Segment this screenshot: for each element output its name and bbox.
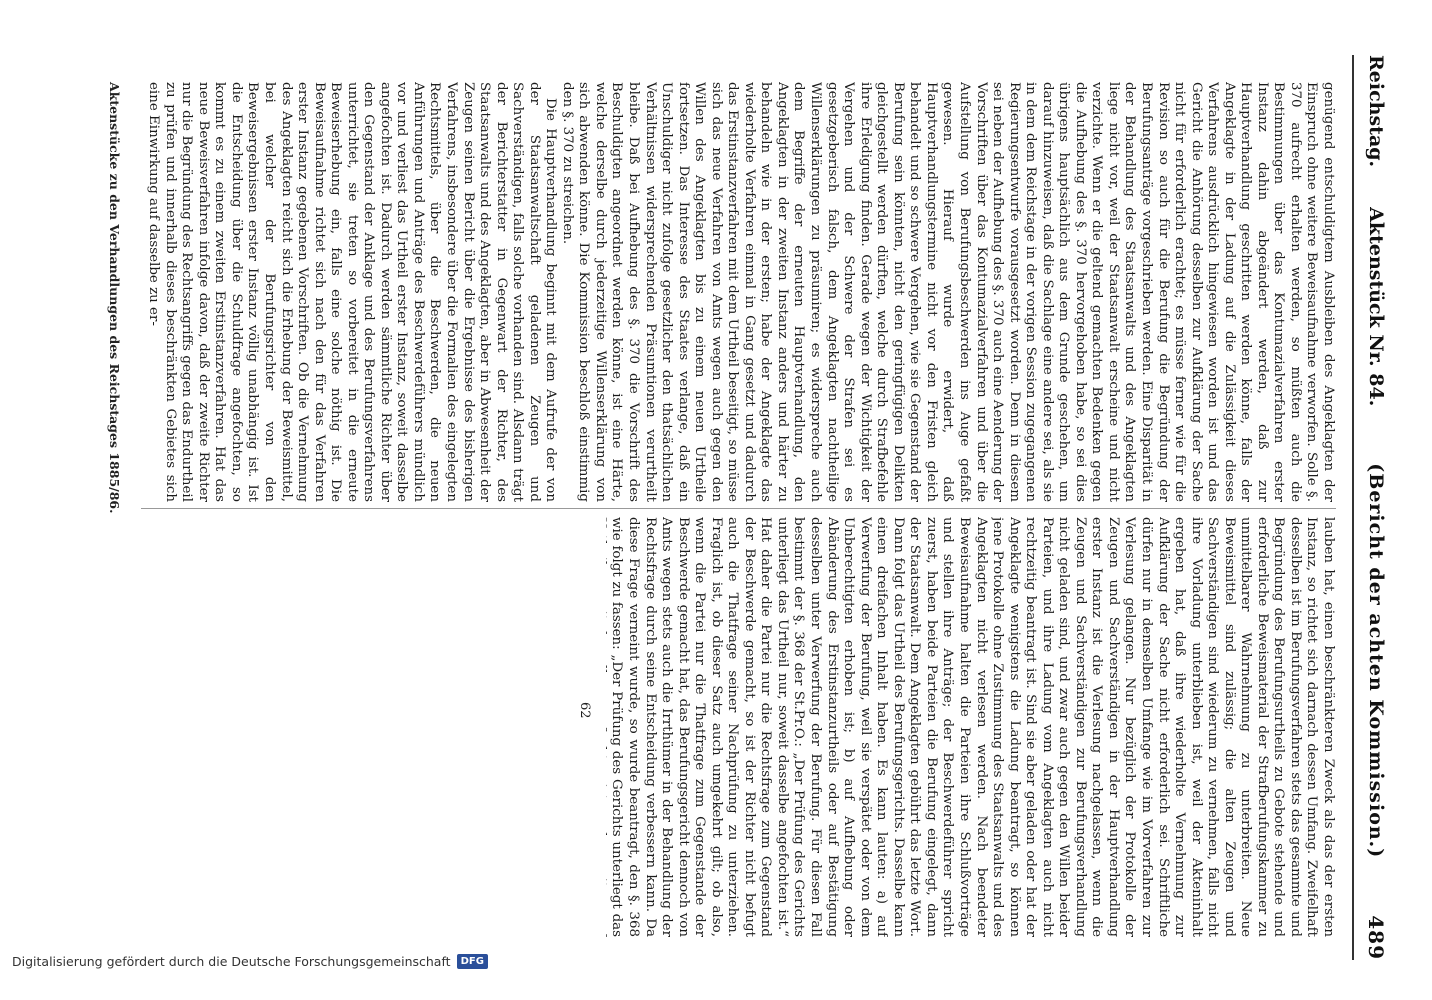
page-number: 489 [1364,915,1388,960]
left-column [141,82,1336,502]
header-center-title: (Bericht der achten Kommission.) [1365,463,1387,859]
credit-text: Digitalisierung gefördert durch die Deutsche Forschungsgemeinschaft [12,953,451,969]
left-paragraph-2: Die Hauptverhandlung beginnt mit dem Aufrufe der von der Staatsanwaltschaft geladenen Zeugen und Sachverständigen, falls solche vorhanden sind. Alsdann trägt der Berichterstatter in Gegenwart der Richter, des Staatsanwalts und des Angeklagten, aber in Abwesenheit der Zeugen seinen Bericht über die Ergebnisse des bisherigen Verfahrens, insbesondere über die Formalien des eingelegten Rechtsmittels, über die Beschwerden, die neuen Anführungen und Anträge des Beschwerdeführers mündlich vor und verliest das Urtheil erster Instanz, soweit dasselbe angefochten ist. Dadurch werden sämmtliche Richter über den Gegenstand der Anklage und des Berufungsverfahrens unterrichtet, sie treten so vorbereitet in die erneute Beweiserhebung ein, falls eine solche nöthig ist. Die Beweisaufnahme richtet sich nach den für das Verfahren erster Instanz gegebenen Vorschriften. Ob die Vernehmung des Angeklagten reicht sich die Erhebung der Beweismittel, bei welcher der Berufungsrichter von den Beweisergebnissen erster Instanz völlig unabhängig ist. Ist die Entscheidung über die Schuldfrage angefochten, so kommt es zu einem zweiten Erstinstanzverfahren. Hat das neue Beweisverfahren infolge davon, daß der zweite Richter nur die Begründung des Rechtsangriffs gegen das Endurtheil zu prüfen und innerhalb dieses beschränkten Gebietes sich eine Einwirkung auf dasselbe zu er- [146,82,559,502]
sheet-signature: 62 [577,702,592,719]
column-divider [141,508,1336,509]
right-paragraph-1: lauben hat, einen beschränkteren Zweck als das der ersten Instanz, so richtet sich darnach dessen Umfang. Zweifelhaft desselben ist im Berufungsverfahren stets das gesammte und Begründung des Berufungsurtheils zu Gebote stehende und erforderliche Beweismaterial der Strafberufungskammer zu unmittelbarer Wahrnehmung zu unterbreiten. Neue Beweismittel sind zulässig; die alten Zeugen und Sachverständigen sind wiederum zu vernehmen, falls nicht ihre Vorladung unterblieben ist, weil der Akteninhalt ergeben hat, daß ihre wiederholte Vernehmung zur Aufklärung der Sache nicht erforderlich sei. Schriftliche dürfen nur in demselben Umfange wie im Vorverfahren zur Verlesung gelangen. Nur bezüglich der Protokolle der Zeugen und Sachverständigen in der Hauptverhandlung erster Instanz ist die Verlesung nachgelassen, wenn die Zeugen und Sachverständigen zur Berufungsverhandlung nicht geladen sind, und zwar auch gegen den Willen beider Parteien, und ihre Ladung vom Angeklagten auch nicht rechtzeitig beantragt ist. Sind sie aber geladen oder hat der Angeklagte wenigstens die Ladung beantragt, so können jene Protokolle ohne Zustimmung des Staatsanwalts und des Angeklagten nicht verlesen werden. Nach beendeter Beweisaufnahme halten die Parteien ihre Schlußvorträge und stellen ihre Anträge; der Beschwerdeführer spricht zuerst, haben beide Parteien die Berufung eingelegt, dann der Staatsanwalt. Dem Angeklagten gebührt das letzte Wort. Dann folgt das Urtheil des Berufungsgerichts. Dasselbe kann einen dreifachen Inhalt haben. Es kann lauten: a) auf Verwerfung der Berufung, weil sie verspätet oder von dem Unberechtigten erhoben ist; b) auf Aufhebung oder Abänderung des Erstinstanzurtheils oder auf Bestätigung desselben unter Verwerfung der Berufung. Für diesen Fall bestimmt der §. 368 der St.Pr.O.: „Der Prüfung des Gerichts unterliegt das Urtheil nur, soweit dasselbe angefochten ist.“ Hat daher die Partei nur die Rechtsfrage zum Gegenstand der Beschwerde gemacht, so ist der Richter nicht befugt auch die Thatfrage seiner Nachprüfung zu unterziehen. Fraglich ist, ob dieser Satz auch umgekehrt gilt; ob also, wenn die Partei nur die Thatfrage zum Gegenstande der Beschwerde gemacht hat, das Berufungsgericht dennoch von Amts wegen stets auch die Irrthümer in der Behandlung der Rechtsfrage durch seine Entscheidung verbessern kann. Da diese Frage verneint wurde, so wurde beantragt, den §. 368 wie folgt zu fassen: „Der Prüfung des Gerichts unterliegt das [609,517,1336,937]
dfg-logo-icon: DFG [457,954,488,969]
header-left-subtitle: Aktenstück Nr. 84. [1365,207,1387,407]
header-left-title: Reichstag. [1365,55,1387,168]
right-column [606,517,1336,937]
page-footer: Aktenstücke zu den Verhandlungen des Reichstages 1885/86. [107,82,122,514]
digitization-credit [12,950,484,972]
left-paragraph-1: genügend entschuldigtem Ausbleiben des Angeklagten der Einspruch ohne weitere Beweisaufnahme verworfen. Solle §. 370 aufrecht erhalten werden, so müßten auch die Bestimmungen über das Kontumazialverfahren erster Instanz dahin abgeändert werden, daß zur Hauptverhandlung geschritten werden könne, falls der Angeklagte in der Ladung auf die Zulässigkeit dieses Verfahrens ausdrücklich hingewiesen worden ist und das Gericht die Anhörung desselben zur Aufklärung der Sache nicht für erforderlich erachtet; es müsse ferner wie für die Revision so auch für die Berufung die Begründung der Berufungsanträge vorgeschrieben werden. Eine Disparität in der Behandlung des Staatsanwalts und des Angeklagten liege nicht vor, weil der Staatsanwalt erscheine und nicht verzichte. Wenn er die geltend gemachten Bedenken gegen die Aufhebung des §. 370 hervorgehoben habe, so sei dies übrigens hauptsächlich aus dem Grunde geschehen, um darauf hinzuweisen, daß die Sachlage eine andere sei, als sie in dem dem Reichstage in der vorigen Session zugegangenen Regierungsentwurfe vorausgesetzt worden. Denn in diesem sei neben der Aufhebung des §. 370 auch eine Aenderung der Vorschriften über das Kontumazialverfahren und über die Aufstellung von Berufungsbeschwerden ins Auge gefaßt gewesen. Hierauf wurde erwidert, daß Hauptverhandlungstermine nicht vor den Fristen gleich behandelt und so schwere Vergehen, wie sie Gegenstand der Berufung sein könnten, nicht den geringfügigen Delikten gleichgestellt werden dürften, welche durch Strafbefehle ihre Erledigung finden. Gerade wegen der Wichtigkeit der Vergehen und der Schwere der Strafen sei es gesetzgeberisch falsch, dem Angeklagten nachtheilige Willenserklärungen zu präsumiren; es widerspreche auch dem Begriffe der erneuten Hauptverhandlung, den Angeklagten in der zweiten Instanz anders und härter zu behandeln wie in der ersten; habe der Angeklagte das wiederholte Verfahren einmal in Gang gesetzt und dadurch das Erstinstanzverfahren mit dem Urtheil beseitigt, so müsse sich das neue Verfahren von Amts wegen auch gegen den Willen des Angeklagten bis zu einem neuen Urtheile fortsetzen. Das Interesse des Staates verlange, daß ein Unschuldiger nicht zufolge gesetzlicher den thatsächlichen Verhältnissen widersprechenden Präsumtionen verurtheilt bleibe. Daß bei Aufhebung des §. 370 die Vorschrift des Beschuldigten angeordnet werden könne, ist eine Härte, welche derselbe durch jederzeitige Willenserklärung von sich abwenden könne. Die Kommission beschloß einstimmig den §. 370 zu streichen. [559,82,1336,502]
page-header [1352,55,1398,960]
